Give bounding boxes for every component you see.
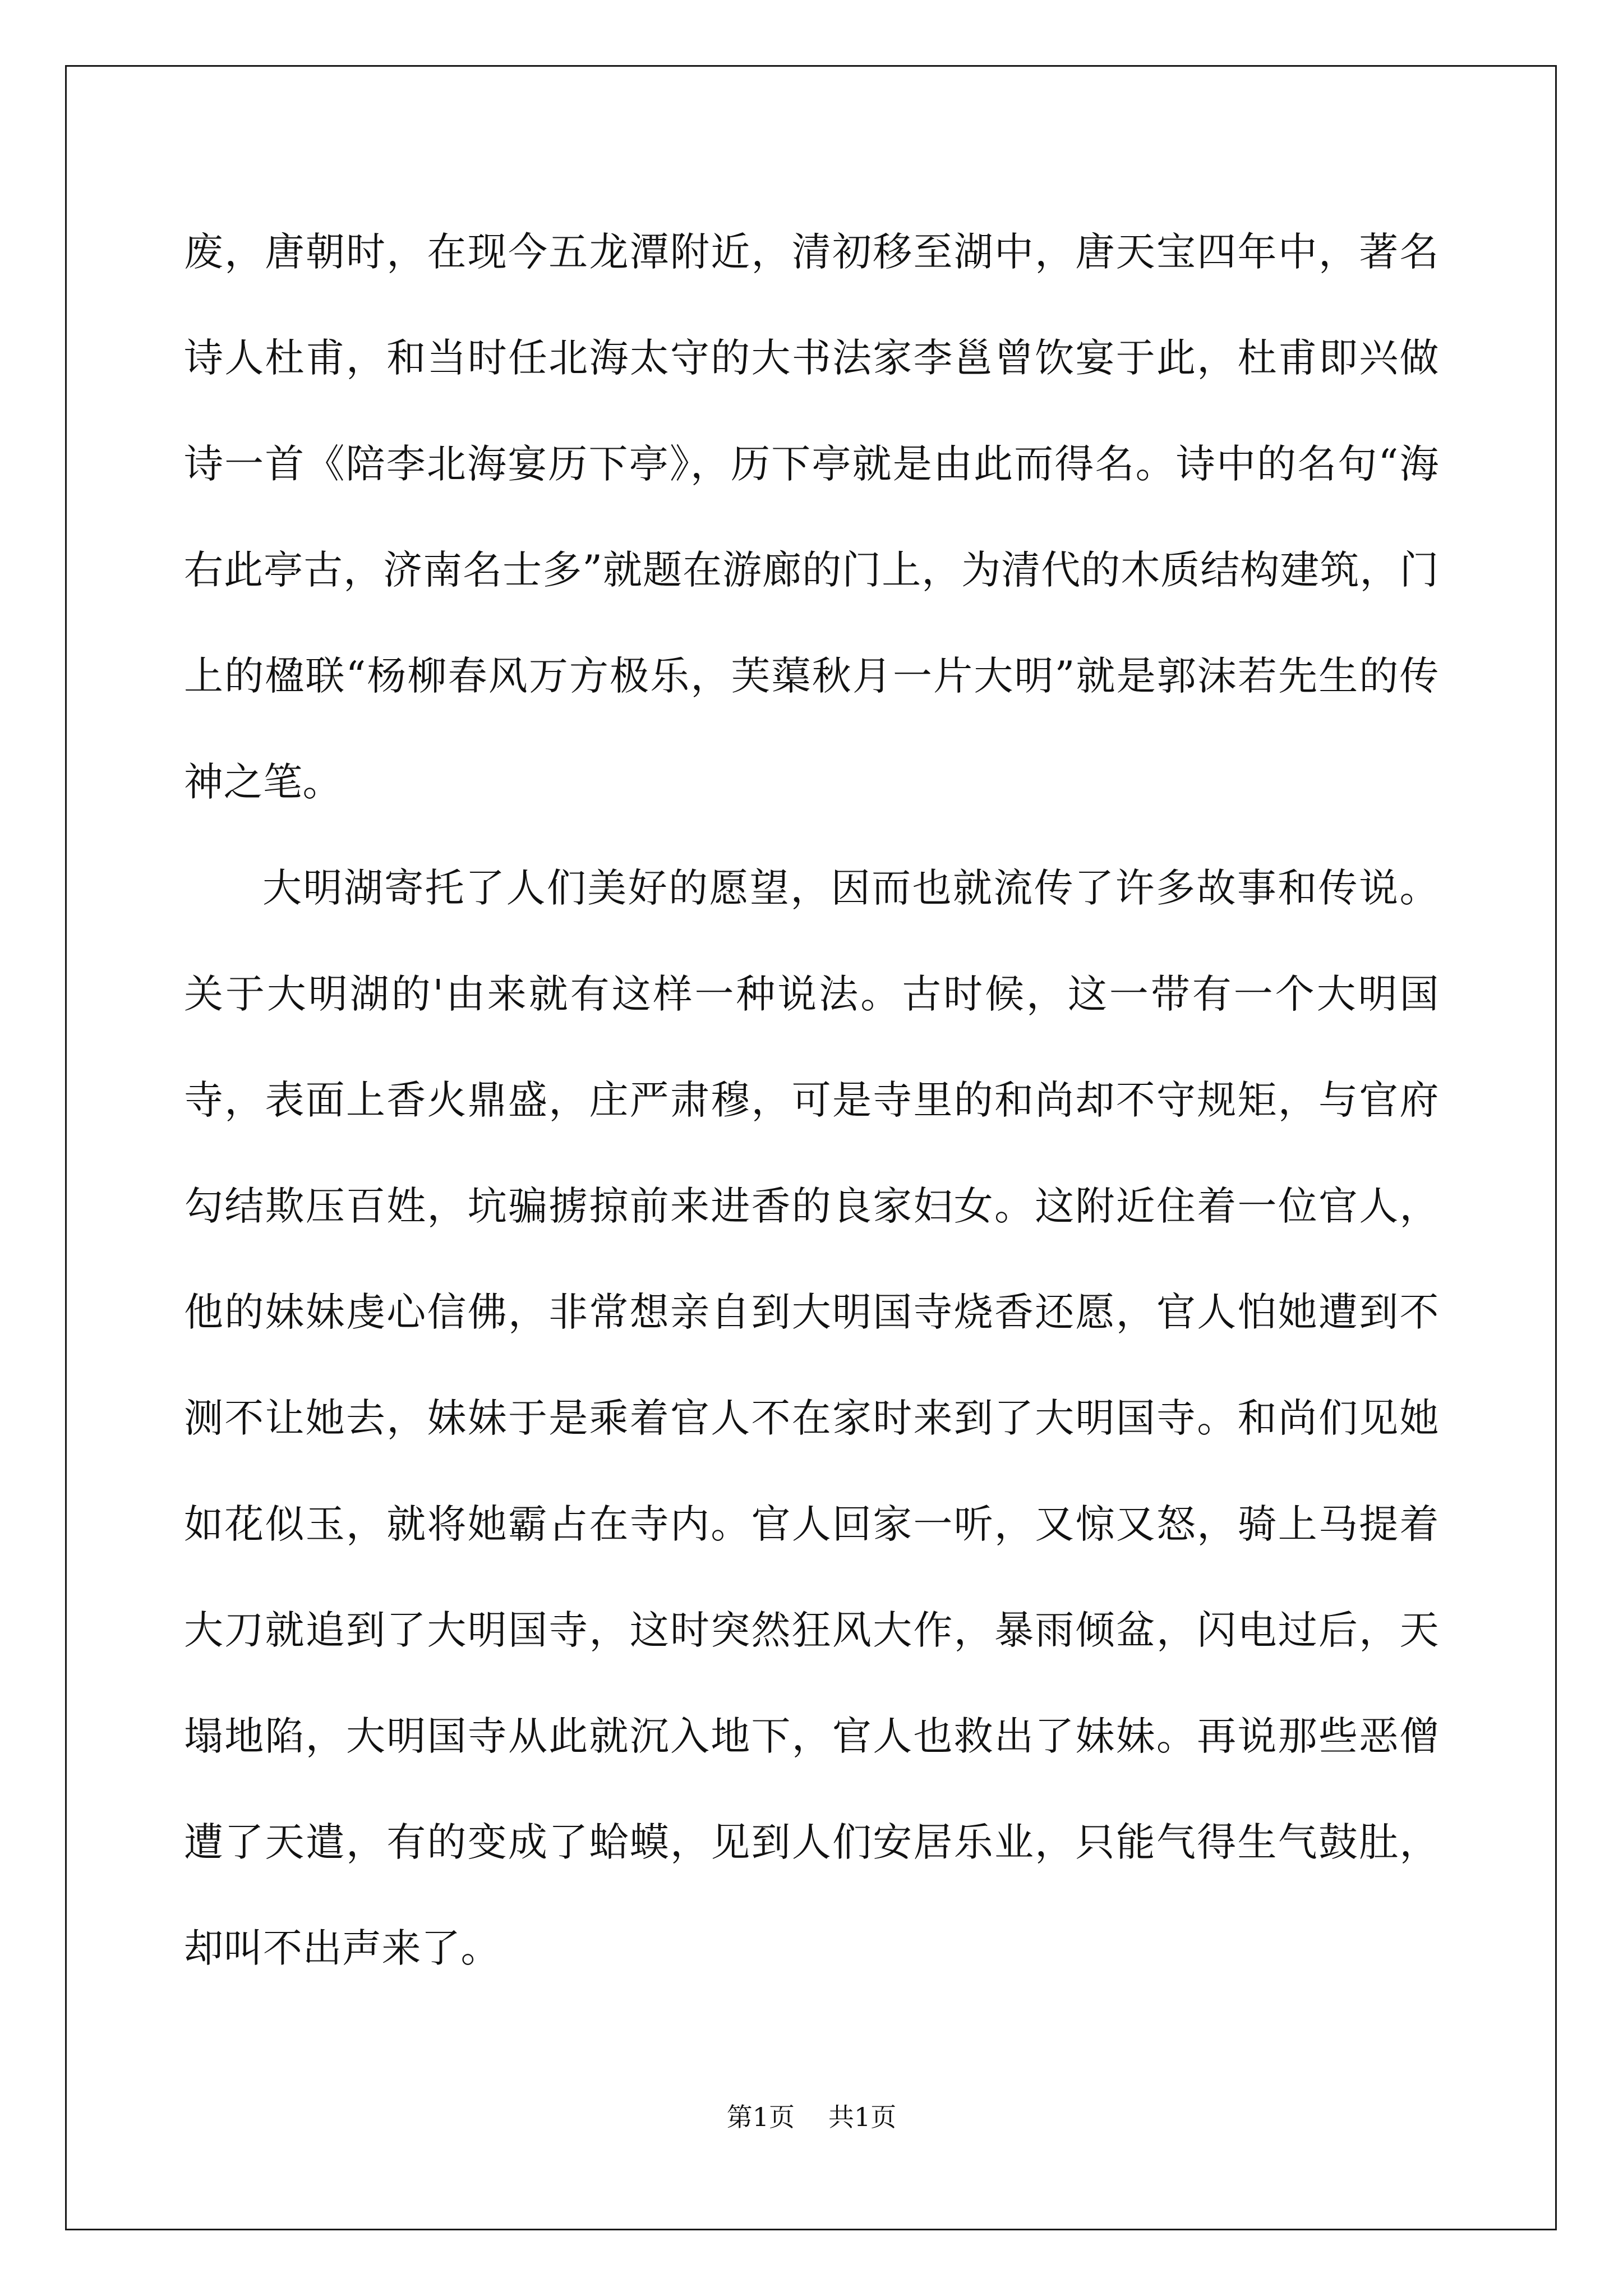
page-total: 共1页 xyxy=(828,2102,897,2132)
document-body xyxy=(184,199,1439,2001)
paragraph-2: 大明湖寄托了人们美好的愿望，因而也就流传了许多故事和传说。关于大明湖的'由来就有这样一种说法。古时候，这一带有一个大明国寺，表面上香火鼎盛，庄严肃穆，可是寺里的和尚却不守规矩，与官府勾结欺压百姓，坑骗掳掠前来进香的良家妇女。这附近住着一位官人，他的妹妹虔心信佛，非常想亲自到大明国寺烧香还愿，官人怕她遭到不测不让她去，妹妹于是乘着官人不在家时来到了大明国寺。和尚们见她如花似玉，就将她霸占在寺内。官人回家一听，又惊又怒，骑上马提着大刀就追到了大明国寺，这时突然狂风大作，暴雨倾盆，闪电过后，天塌地陷，大明国寺从此就沉入地下，官人也救出了妹妹。再说那些恶僧遭了天遣，有的变成了蛤蟆，见到人们安居乐业，只能气得生气鼓肚，却叫不出声来了。 xyxy=(184,865,1439,1971)
page-number: 第1页 xyxy=(726,2102,795,2132)
paragraph-1: 废，唐朝时，在现今五龙潭附近，清初移至湖中，唐天宝四年中，著名诗人杜甫，和当时任北海太守的大书法家李邕曾饮宴于此，杜甫即兴做诗一首《陪李北海宴历下亭》，历下亭就是由此而得名。诗中的名句“海右此亭古，济南名士多”就题在游廊的门上，为清代的木质结构建筑，门上的楹联“杨柳春风万方极乐，芙蕖秋月一片大明”就是郭沫若先生的传神之笔。 xyxy=(184,229,1439,805)
page-footer xyxy=(0,2097,1623,2134)
